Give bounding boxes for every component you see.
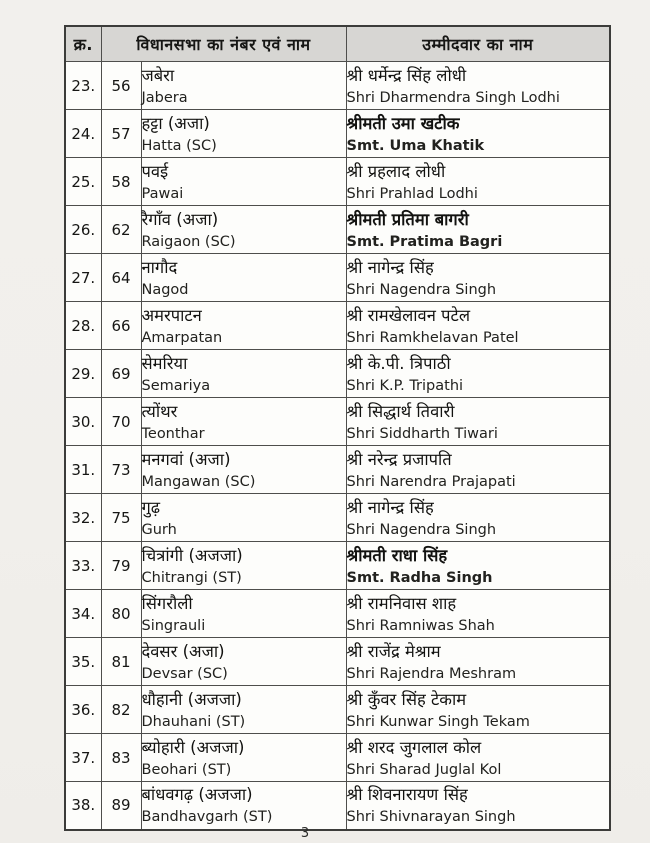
constituency-name-english: Jabera xyxy=(141,89,188,106)
constituency-name-english: Bandhavgarh (ST) xyxy=(141,809,273,826)
constituency-name-hindi: रैगाँव (अजा) xyxy=(141,209,219,229)
candidate-name-hindi: श्री नागेन्द्र सिंह xyxy=(346,497,434,517)
constituency-number-cell: 75 xyxy=(101,494,141,542)
constituency-name-cell xyxy=(141,494,346,542)
constituency-name-cell xyxy=(141,110,346,158)
constituency-name-hindi: ब्योहारी (अजजा) xyxy=(141,737,245,757)
table-row xyxy=(65,686,610,734)
candidate-table xyxy=(64,25,611,831)
candidate-cell xyxy=(346,254,610,302)
constituency-name-hindi: गुढ़ xyxy=(141,497,161,517)
table-row xyxy=(65,110,610,158)
candidate-name-english: Shri Narendra Prajapati xyxy=(346,473,516,490)
serial-number-cell: 37. xyxy=(65,734,101,782)
serial-number-cell: 31. xyxy=(65,446,101,494)
constituency-name-hindi: देवसर (अजा) xyxy=(141,641,225,661)
candidate-cell xyxy=(346,542,610,590)
candidate-name-hindi: श्री रामनिवास शाह xyxy=(346,593,457,613)
table-row xyxy=(65,446,610,494)
candidate-name-hindi: श्री प्रहलाद लोधी xyxy=(346,161,446,181)
table-row xyxy=(65,254,610,302)
table-row xyxy=(65,62,610,110)
constituency-number-cell: 69 xyxy=(101,350,141,398)
constituency-name-hindi: त्योंथर xyxy=(141,401,178,421)
header-constituency: विधानसभा का नंबर एवं नाम xyxy=(101,26,346,62)
candidate-name-hindi: श्री के.पी. त्रिपाठी xyxy=(346,353,451,373)
constituency-name-english: Teonthar xyxy=(141,425,205,442)
constituency-name-english: Nagod xyxy=(141,281,189,298)
constituency-name-cell xyxy=(141,590,346,638)
constituency-name-english: Hatta (SC) xyxy=(141,137,217,154)
constituency-name-english: Amarpatan xyxy=(141,329,223,346)
constituency-name-english: Devsar (SC) xyxy=(141,665,228,682)
candidate-cell xyxy=(346,494,610,542)
constituency-name-hindi: हट्टा (अजा) xyxy=(141,113,210,133)
constituency-name-english: Mangawan (SC) xyxy=(141,473,256,490)
constituency-name-hindi: सिंगरौली xyxy=(141,593,193,613)
candidate-name-english: Shri Prahlad Lodhi xyxy=(346,185,478,202)
table-row xyxy=(65,158,610,206)
header-serial: क्र. xyxy=(65,26,101,62)
candidate-name-english: Smt. Radha Singh xyxy=(346,569,493,586)
table-row xyxy=(65,206,610,254)
constituency-name-cell xyxy=(141,206,346,254)
constituency-name-hindi: मनगवां (अजा) xyxy=(141,449,231,469)
constituency-name-cell xyxy=(141,638,346,686)
constituency-name-hindi: पवई xyxy=(141,161,169,181)
constituency-name-cell xyxy=(141,302,346,350)
constituency-name-hindi: सेमरिया xyxy=(141,353,188,373)
constituency-name-english: Dhauhani (ST) xyxy=(141,713,246,730)
candidate-name-english: Shri Shivnarayan Singh xyxy=(346,809,516,826)
candidate-name-hindi: श्री नागेन्द्र सिंह xyxy=(346,257,434,277)
candidate-name-english: Shri Nagendra Singh xyxy=(346,521,497,538)
candidate-name-english: Smt. Pratima Bagri xyxy=(346,233,503,250)
candidate-name-english: Shri Ramkhelavan Patel xyxy=(346,329,519,346)
candidate-name-hindi: श्री सिद्धार्थ तिवारी xyxy=(346,401,455,421)
candidate-cell xyxy=(346,638,610,686)
candidate-name-hindi: श्रीमती प्रतिमा बागरी xyxy=(346,209,469,229)
constituency-name-hindi: नागौद xyxy=(141,257,178,277)
candidate-name-english: Shri Kunwar Singh Tekam xyxy=(346,713,530,730)
constituency-name-cell xyxy=(141,734,346,782)
candidate-name-hindi: श्री धर्मेन्द्र सिंह लोधी xyxy=(346,65,467,85)
candidate-name-english: Shri Nagendra Singh xyxy=(346,281,497,298)
table-row xyxy=(65,302,610,350)
constituency-name-english: Raigaon (SC) xyxy=(141,233,236,250)
serial-number-cell: 23. xyxy=(65,62,101,110)
table-row xyxy=(65,734,610,782)
constituency-name-english: Semariya xyxy=(141,377,211,394)
constituency-name-cell xyxy=(141,62,346,110)
candidate-cell xyxy=(346,590,610,638)
serial-number-cell: 38. xyxy=(65,782,101,830)
constituency-name-english: Pawai xyxy=(141,185,184,202)
candidate-name-english: Shri Ramniwas Shah xyxy=(346,617,495,634)
constituency-number-cell: 64 xyxy=(101,254,141,302)
candidate-name-english: Shri K.P. Tripathi xyxy=(346,377,464,394)
constituency-number-cell: 58 xyxy=(101,158,141,206)
constituency-number-cell: 83 xyxy=(101,734,141,782)
constituency-name-cell xyxy=(141,446,346,494)
candidate-cell xyxy=(346,398,610,446)
table-row xyxy=(65,638,610,686)
serial-number-cell: 27. xyxy=(65,254,101,302)
constituency-name-hindi: बांधवगढ़ (अजजा) xyxy=(141,785,253,805)
constituency-number-cell: 73 xyxy=(101,446,141,494)
constituency-name-cell xyxy=(141,254,346,302)
constituency-number-cell: 62 xyxy=(101,206,141,254)
constituency-name-english: Gurh xyxy=(141,521,177,538)
candidate-name-english: Shri Siddharth Tiwari xyxy=(346,425,498,442)
table-row xyxy=(65,590,610,638)
serial-number-cell: 32. xyxy=(65,494,101,542)
page-number: 3 xyxy=(300,826,310,841)
constituency-number-cell: 80 xyxy=(101,590,141,638)
serial-number-cell: 29. xyxy=(65,350,101,398)
constituency-number-cell: 79 xyxy=(101,542,141,590)
serial-number-cell: 33. xyxy=(65,542,101,590)
constituency-number-cell: 82 xyxy=(101,686,141,734)
constituency-number-cell: 70 xyxy=(101,398,141,446)
table-row xyxy=(65,542,610,590)
table-header-row xyxy=(65,26,610,62)
constituency-name-cell xyxy=(141,350,346,398)
candidate-name-hindi: श्री रामखेलावन पटेल xyxy=(346,305,471,325)
serial-number-cell: 36. xyxy=(65,686,101,734)
header-candidate: उम्मीदवार का नाम xyxy=(346,26,610,62)
candidate-name-hindi: श्री शिवनारायण सिंह xyxy=(346,785,468,805)
constituency-name-english: Beohari (ST) xyxy=(141,761,232,778)
constituency-name-cell xyxy=(141,782,346,830)
constituency-number-cell: 56 xyxy=(101,62,141,110)
candidate-cell xyxy=(346,350,610,398)
serial-number-cell: 24. xyxy=(65,110,101,158)
serial-number-cell: 34. xyxy=(65,590,101,638)
candidate-name-english: Shri Sharad Juglal Kol xyxy=(346,761,502,778)
constituency-number-cell: 81 xyxy=(101,638,141,686)
constituency-name-cell xyxy=(141,542,346,590)
serial-number-cell: 30. xyxy=(65,398,101,446)
candidate-cell xyxy=(346,782,610,830)
serial-number-cell: 25. xyxy=(65,158,101,206)
table-row xyxy=(65,398,610,446)
table-row xyxy=(65,494,610,542)
candidate-name-hindi: श्रीमती राधा सिंह xyxy=(346,545,448,565)
candidate-name-hindi: श्री कुँवर सिंह टेकाम xyxy=(346,689,467,709)
candidate-cell xyxy=(346,734,610,782)
serial-number-cell: 26. xyxy=(65,206,101,254)
constituency-name-cell xyxy=(141,686,346,734)
candidate-cell xyxy=(346,302,610,350)
constituency-name-cell xyxy=(141,398,346,446)
constituency-name-english: Chitrangi (ST) xyxy=(141,569,242,586)
constituency-name-english: Singrauli xyxy=(141,617,206,634)
candidate-name-english: Shri Dharmendra Singh Lodhi xyxy=(346,89,560,106)
candidate-cell xyxy=(346,446,610,494)
constituency-name-hindi: अमरपाटन xyxy=(141,305,202,325)
candidate-name-hindi: श्री शरद जुगलाल कोल xyxy=(346,737,482,757)
candidate-cell xyxy=(346,206,610,254)
constituency-number-cell: 57 xyxy=(101,110,141,158)
candidate-cell xyxy=(346,686,610,734)
constituency-name-hindi: चित्रांगी (अजजा) xyxy=(141,545,243,565)
constituency-name-cell xyxy=(141,158,346,206)
table-row xyxy=(65,350,610,398)
candidate-name-english: Shri Rajendra Meshram xyxy=(346,665,517,682)
candidate-cell xyxy=(346,110,610,158)
table-row xyxy=(65,782,610,830)
serial-number-cell: 35. xyxy=(65,638,101,686)
constituency-number-cell: 89 xyxy=(101,782,141,830)
serial-number-cell: 28. xyxy=(65,302,101,350)
constituency-name-hindi: धौहानी (अजजा) xyxy=(141,689,242,709)
constituency-name-hindi: जबेरा xyxy=(141,65,175,85)
constituency-number-cell: 66 xyxy=(101,302,141,350)
candidate-name-english: Smt. Uma Khatik xyxy=(346,137,485,154)
candidate-name-hindi: श्रीमती उमा खटीक xyxy=(346,113,460,133)
candidate-cell xyxy=(346,62,610,110)
candidate-name-hindi: श्री राजेंद्र मेश्राम xyxy=(346,641,441,661)
candidate-cell xyxy=(346,158,610,206)
candidate-name-hindi: श्री नरेन्द्र प्रजापति xyxy=(346,449,452,469)
